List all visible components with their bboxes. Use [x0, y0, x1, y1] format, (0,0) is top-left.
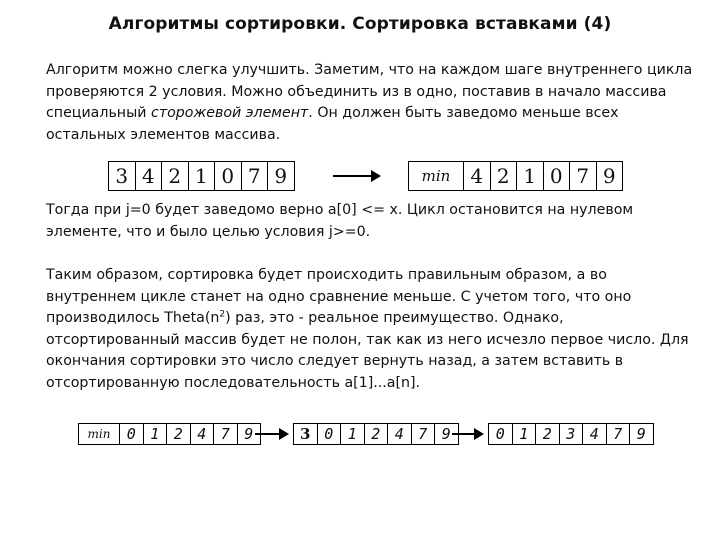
array-cell: 0	[489, 424, 513, 444]
arrow-right-icon	[333, 175, 379, 177]
array-cell: 7	[214, 424, 238, 444]
paragraph-intro	[46, 60, 696, 146]
sentinel-cell: min	[409, 162, 464, 190]
array-cell: 2	[491, 162, 518, 190]
array-cell: 3	[109, 162, 136, 190]
text-line: окончания сортировки это число следует вернуть назад, а затем вставить в	[46, 353, 624, 369]
page-title: Алгоритмы сортировки. Сортировка вставками (4)	[108, 14, 612, 34]
array-restored-first	[293, 423, 459, 445]
array-cell: 7	[607, 424, 631, 444]
array-cell: 2	[167, 424, 191, 444]
text-line: внутреннем цикле станет на одно сравнение меньше. С учетом того, что оно	[46, 288, 632, 305]
array-cell: 3	[294, 424, 318, 444]
array-cell: 7	[242, 162, 269, 190]
sentinel-cell: min	[79, 424, 120, 444]
paragraph-condition	[46, 200, 696, 243]
array-cell: 1	[513, 424, 537, 444]
superscript: 2	[219, 309, 226, 320]
array-cell: 1	[517, 162, 544, 190]
arrow-right-icon	[255, 433, 287, 435]
array-cell: 9	[636, 425, 646, 443]
array-cell: 9	[441, 425, 451, 443]
text-line: Таким образом, сортировка будет происходить правильным образом, а во	[46, 267, 607, 283]
array-cell: 2	[162, 162, 189, 190]
array-cell: 1	[189, 162, 216, 190]
paragraph-conclusion	[46, 265, 696, 394]
array-final-sorted	[488, 423, 654, 445]
array-cell: 4	[464, 162, 491, 190]
text-line: элементе, что и было целью условия j>=0.	[46, 223, 371, 240]
text-line: Тогда при j=0 будет заведомо верно a[0] <= x. Цикл остановится на нулевом	[46, 202, 634, 218]
array-cell: 9	[244, 425, 254, 443]
array-cell: 9	[602, 164, 616, 188]
array-cell: 3	[560, 424, 584, 444]
text-line: проверяются 2 условия. Можно объединить из в одно, поставив в начало массива	[46, 83, 667, 100]
text-line: отсортированный массив будет не полон, так как из него исчезло первое число. Для	[46, 331, 689, 348]
text-line: производилось $Theta(n^2)$ раз, это - реальное преимущество. Однако,	[46, 309, 564, 326]
sentinel-term: сторожевой элемент	[151, 105, 309, 121]
array-cell: 2	[536, 424, 560, 444]
array-sorted-with-sentinel	[78, 423, 261, 445]
array-cell: 7	[412, 424, 436, 444]
array-cell: 0	[120, 424, 144, 444]
array-cell: 1	[341, 424, 365, 444]
text-line: отсортированную последовательность a[1]...a[n].	[46, 374, 421, 391]
array-cell: 4	[136, 162, 163, 190]
array-cell: 4	[388, 424, 412, 444]
text-line: Алгоритм можно слегка улучшить. Заметим, что на каждом шаге внутреннего цикла	[46, 62, 693, 78]
arrow-right-icon	[452, 433, 482, 435]
text-line: остальных элементов массива.	[46, 126, 281, 143]
array-cell: 4	[583, 424, 607, 444]
array-cell: 2	[365, 424, 389, 444]
array-cell: 0	[215, 162, 242, 190]
array-cell: 9	[274, 164, 288, 188]
array-cell: 0	[544, 162, 571, 190]
text-line: специальный сторожевой элемент. Он должен быть заведомо меньше всех	[46, 105, 619, 121]
array-cell: 4	[191, 424, 215, 444]
array-cell: 0	[318, 424, 342, 444]
array-original	[108, 161, 295, 191]
array-cell: 7	[570, 162, 597, 190]
array-cell: 1	[144, 424, 168, 444]
array-with-sentinel	[408, 161, 623, 191]
